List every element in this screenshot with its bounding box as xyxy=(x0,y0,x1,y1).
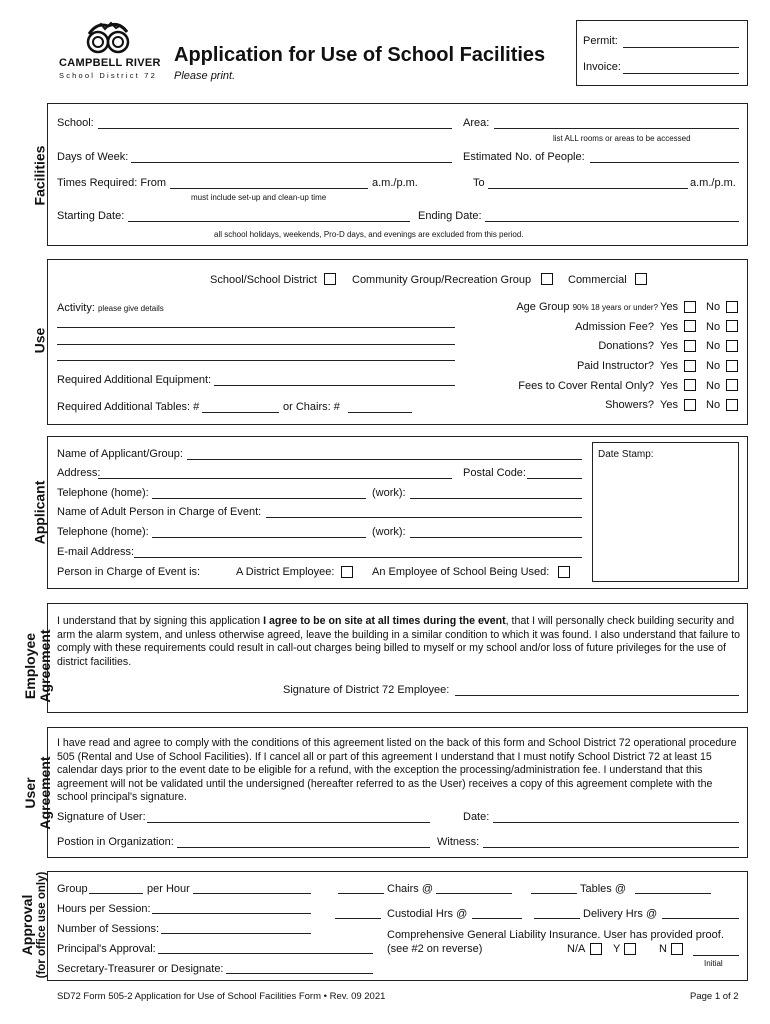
school-employee-checkbox[interactable] xyxy=(558,566,570,578)
time-from-field[interactable] xyxy=(170,188,368,189)
logo-emblem-icon xyxy=(83,20,133,56)
tel-home-label-2: Telephone (home): xyxy=(57,526,149,538)
age-group-question xyxy=(430,301,658,313)
showers-yes-checkbox[interactable] xyxy=(684,399,696,411)
insurance-line-1: Comprehensive General Liability Insurance. User has provided proof. xyxy=(387,929,724,941)
end-date-label: Ending Date: xyxy=(418,210,482,222)
approval-side-label-1: Approval xyxy=(19,894,35,956)
fees-yes-checkbox[interactable] xyxy=(684,379,696,391)
yes-label: Yes xyxy=(660,360,678,372)
user-side-label-2: Agreement xyxy=(37,756,53,830)
question-showers: Showers? xyxy=(605,399,654,411)
email-label: E-mail Address: xyxy=(57,546,135,558)
employee-side-label xyxy=(23,606,53,726)
type-commercial-checkbox[interactable] xyxy=(635,273,647,285)
tel-work-label-2: (work): xyxy=(372,526,406,538)
district-employee-label: A District Employee: xyxy=(236,566,335,578)
initial-label: Initial xyxy=(704,959,723,968)
area-field[interactable] xyxy=(494,128,739,129)
delivery-rate-field[interactable] xyxy=(662,918,739,919)
tel-work-label: (work): xyxy=(372,487,406,499)
district-employee-checkbox[interactable] xyxy=(341,566,353,578)
days-field[interactable] xyxy=(131,162,452,163)
activity-line-2[interactable] xyxy=(57,344,455,345)
ampm-label-1: a.m./p.m. xyxy=(372,177,418,189)
start-date-label: Starting Date: xyxy=(57,210,125,222)
school-field[interactable] xyxy=(98,128,452,129)
insurance-n-checkbox[interactable] xyxy=(671,943,683,955)
delivery-count-field[interactable] xyxy=(534,918,580,919)
time-to-field[interactable] xyxy=(488,188,688,189)
address-label: Address: xyxy=(57,467,101,479)
donations-no-checkbox[interactable] xyxy=(726,340,738,352)
principal-label: Principal's Approval: xyxy=(57,943,156,955)
end-date-field[interactable] xyxy=(485,221,739,222)
principal-field[interactable] xyxy=(158,953,373,954)
n-label: N xyxy=(659,943,667,955)
per-hour-field[interactable] xyxy=(193,893,311,894)
office-box xyxy=(576,20,748,86)
age-group-label: Age Group xyxy=(516,301,570,313)
page-title: Application for Use of School Facilities xyxy=(174,44,546,66)
chairs-count-field[interactable] xyxy=(338,893,384,894)
user-date-field[interactable] xyxy=(493,822,739,823)
use-side-label: Use xyxy=(31,327,48,354)
employee-side-label-1: Employee xyxy=(22,632,38,700)
employee-signature-field[interactable] xyxy=(455,695,739,696)
group-field[interactable] xyxy=(89,893,143,894)
times-note: must include set-up and clean-up time xyxy=(191,193,327,202)
applicant-side-label: Applicant xyxy=(31,480,48,545)
activity-hint: please give details xyxy=(97,304,164,313)
activity-line-3[interactable] xyxy=(57,360,455,361)
applicant-name-label: Name of Applicant/Group: xyxy=(57,448,183,460)
instructor-no-checkbox[interactable] xyxy=(726,360,738,372)
insurance-line-2: (see #2 on reverse) xyxy=(387,943,483,955)
logo-line-2: School District 72 xyxy=(59,71,157,80)
tables-field[interactable] xyxy=(202,412,279,413)
custodial-rate-field[interactable] xyxy=(472,918,522,919)
yes-label: Yes xyxy=(660,301,678,313)
type-option-community: Community Group/Recreation Group xyxy=(352,274,532,286)
ampm-label-2: a.m./p.m. xyxy=(690,177,736,189)
dates-note: all school holidays, weekends, Pro-D days, and evenings are excluded from this period. xyxy=(214,230,524,239)
custodial-count-field[interactable] xyxy=(335,918,381,919)
invoice-field[interactable] xyxy=(623,73,739,74)
people-field[interactable] xyxy=(590,162,739,163)
employee-text-end: , that I will personally check building security and arm the alarm system, and unless otherwise agreed, leave the building in a similar condition to which it was found. I also understand that failure to comply with these requirements could result in call-out charges being billed to myself or my school and/or loss of future privileges for the use of district facilities. xyxy=(57,615,741,668)
times-from-label: Times Required: From xyxy=(57,177,167,189)
user-signature-field[interactable] xyxy=(147,822,430,823)
tel-home-field[interactable] xyxy=(152,498,366,499)
employee-text-start: I understand that by signing this application xyxy=(57,615,264,627)
witness-label: Witness: xyxy=(437,836,480,848)
activity-label-text: Activity: xyxy=(57,302,95,314)
applicant-name-field[interactable] xyxy=(187,459,582,460)
page-subtitle: Please print. xyxy=(174,70,236,82)
activity-label xyxy=(57,302,164,314)
approval-chairs-label: Chairs @ xyxy=(387,883,434,895)
no-label: No xyxy=(706,321,721,333)
tables-count-field[interactable] xyxy=(531,893,577,894)
user-date-label: Date: xyxy=(463,811,490,823)
tel-work-field[interactable] xyxy=(410,498,582,499)
y-label: Y xyxy=(613,943,621,955)
email-field[interactable] xyxy=(134,557,582,558)
showers-no-checkbox[interactable] xyxy=(726,399,738,411)
permit-field[interactable] xyxy=(623,47,739,48)
question-paid-instructor: Paid Instructor? xyxy=(576,360,654,372)
delivery-label: Delivery Hrs @ xyxy=(583,908,658,920)
type-option-commercial: Commercial xyxy=(568,274,627,286)
age-no-checkbox[interactable] xyxy=(726,301,738,313)
chairs-rate-field[interactable] xyxy=(436,893,512,894)
initial-field[interactable] xyxy=(693,955,739,956)
chairs-label: or Chairs: # xyxy=(283,401,340,413)
per-hour-label: per Hour xyxy=(147,883,190,895)
custodial-label: Custodial Hrs @ xyxy=(387,908,468,920)
start-date-field[interactable] xyxy=(128,221,410,222)
hours-field[interactable] xyxy=(152,913,311,914)
facilities-section xyxy=(47,103,748,246)
age-group-hint: 90% 18 years or under? xyxy=(572,303,658,312)
hours-label: Hours per Session: xyxy=(57,903,151,915)
no-label: No xyxy=(706,380,721,392)
footer-form-id: SD72 Form 505-2 Application for Use of School Facilities Form • Rev. 09 2021 xyxy=(57,991,386,1002)
position-field[interactable] xyxy=(177,847,430,848)
approval-side-label-2: (for office use only) xyxy=(36,871,48,979)
postal-field[interactable] xyxy=(527,478,582,479)
donations-yes-checkbox[interactable] xyxy=(684,340,696,352)
date-stamp-box xyxy=(592,442,739,582)
address-field[interactable] xyxy=(98,478,452,479)
area-note: list ALL rooms or areas to be accessed xyxy=(553,134,691,143)
to-label: To xyxy=(473,177,485,189)
type-option-school: School/School District xyxy=(210,274,317,286)
employee-signature-label: Signature of District 72 Employee: xyxy=(283,684,450,696)
question-donations: Donations? xyxy=(598,340,654,352)
activity-line-1[interactable] xyxy=(57,327,455,328)
chairs-field[interactable] xyxy=(348,412,412,413)
no-label: No xyxy=(706,399,721,411)
facilities-side-label: Facilities xyxy=(31,145,48,206)
no-label: No xyxy=(706,360,721,372)
employee-agreement-text xyxy=(57,615,741,669)
postal-label: Postal Code: xyxy=(463,467,526,479)
yes-label: Yes xyxy=(660,340,678,352)
secretary-field[interactable] xyxy=(226,973,373,974)
yes-label: Yes xyxy=(660,399,678,411)
witness-field[interactable] xyxy=(483,847,739,848)
in-charge-label: Person in Charge of Event is: xyxy=(57,566,201,578)
adult-label: Name of Adult Person in Charge of Event: xyxy=(57,506,262,518)
school-label: School: xyxy=(57,117,94,129)
user-side-label-1: User xyxy=(22,777,38,809)
yes-label: Yes xyxy=(660,380,678,392)
tel-home-label: Telephone (home): xyxy=(57,487,149,499)
employee-side-label-2: Agreement xyxy=(37,629,53,703)
no-label: No xyxy=(706,301,721,313)
invoice-label: Invoice: xyxy=(583,61,621,73)
days-label: Days of Week: xyxy=(57,151,129,163)
district-logo xyxy=(55,20,160,82)
admission-no-checkbox[interactable] xyxy=(726,320,738,332)
footer-page-number: Page 1 of 2 xyxy=(690,991,739,1002)
secretary-label: Secretary-Treasurer or Designate: xyxy=(57,963,224,975)
question-fees: Fees to Cover Rental Only? xyxy=(518,380,654,392)
tables-label: Required Additional Tables: # xyxy=(57,401,200,413)
tel-work-field-2[interactable] xyxy=(410,537,582,538)
approval-tables-label: Tables @ xyxy=(580,883,627,895)
area-label: Area: xyxy=(463,117,490,129)
group-label: Group xyxy=(57,883,88,895)
admission-yes-checkbox[interactable] xyxy=(684,320,696,332)
type-community-checkbox[interactable] xyxy=(541,273,553,285)
tel-home-field-2[interactable] xyxy=(152,537,366,538)
insurance-na-checkbox[interactable] xyxy=(590,943,602,955)
insurance-y-checkbox[interactable] xyxy=(624,943,636,955)
type-school-checkbox[interactable] xyxy=(324,273,336,285)
logo-line-1: CAMPBELL RIVER xyxy=(59,57,161,69)
no-label: No xyxy=(706,340,721,352)
user-agreement-text: I have read and agree to comply with the conditions of this agreement listed on the back of this form and School District 72 operational procedure 505 (Rental and Use of School Facilities). If I cancel all or part of this agreement I understand that I must notify School District 72 at least 15 calendar days prior to the event date to be eligible for a refund, with the exception the processing/administration fee. I understand that this agreement will not be validated until the undersigned (hereafter referred to as the User) receives a copy of this agreement complete with the school principal's signature. xyxy=(57,737,737,804)
approval-side-label xyxy=(20,850,50,1000)
sessions-label: Number of Sessions: xyxy=(57,923,160,935)
equipment-label: Required Additional Equipment: xyxy=(57,374,212,386)
adult-field[interactable] xyxy=(266,517,582,518)
user-side-label xyxy=(23,733,53,853)
permit-label: Permit: xyxy=(583,35,618,47)
sessions-field[interactable] xyxy=(161,933,311,934)
position-label: Postion in Organization: xyxy=(57,836,174,848)
employee-text-bold: I agree to be on site at all times during the event xyxy=(263,615,506,627)
user-signature-label: Signature of User: xyxy=(57,811,146,823)
question-admission: Admission Fee? xyxy=(575,321,654,333)
people-label: Estimated No. of People: xyxy=(463,151,585,163)
yes-label: Yes xyxy=(660,321,678,333)
date-stamp-label: Date Stamp: xyxy=(598,449,654,460)
tables-rate-field[interactable] xyxy=(635,893,711,894)
fees-no-checkbox[interactable] xyxy=(726,379,738,391)
age-yes-checkbox[interactable] xyxy=(684,301,696,313)
school-employee-label: An Employee of School Being Used: xyxy=(372,566,550,578)
instructor-yes-checkbox[interactable] xyxy=(684,360,696,372)
na-label: N/A xyxy=(567,943,586,955)
equipment-field[interactable] xyxy=(214,385,455,386)
